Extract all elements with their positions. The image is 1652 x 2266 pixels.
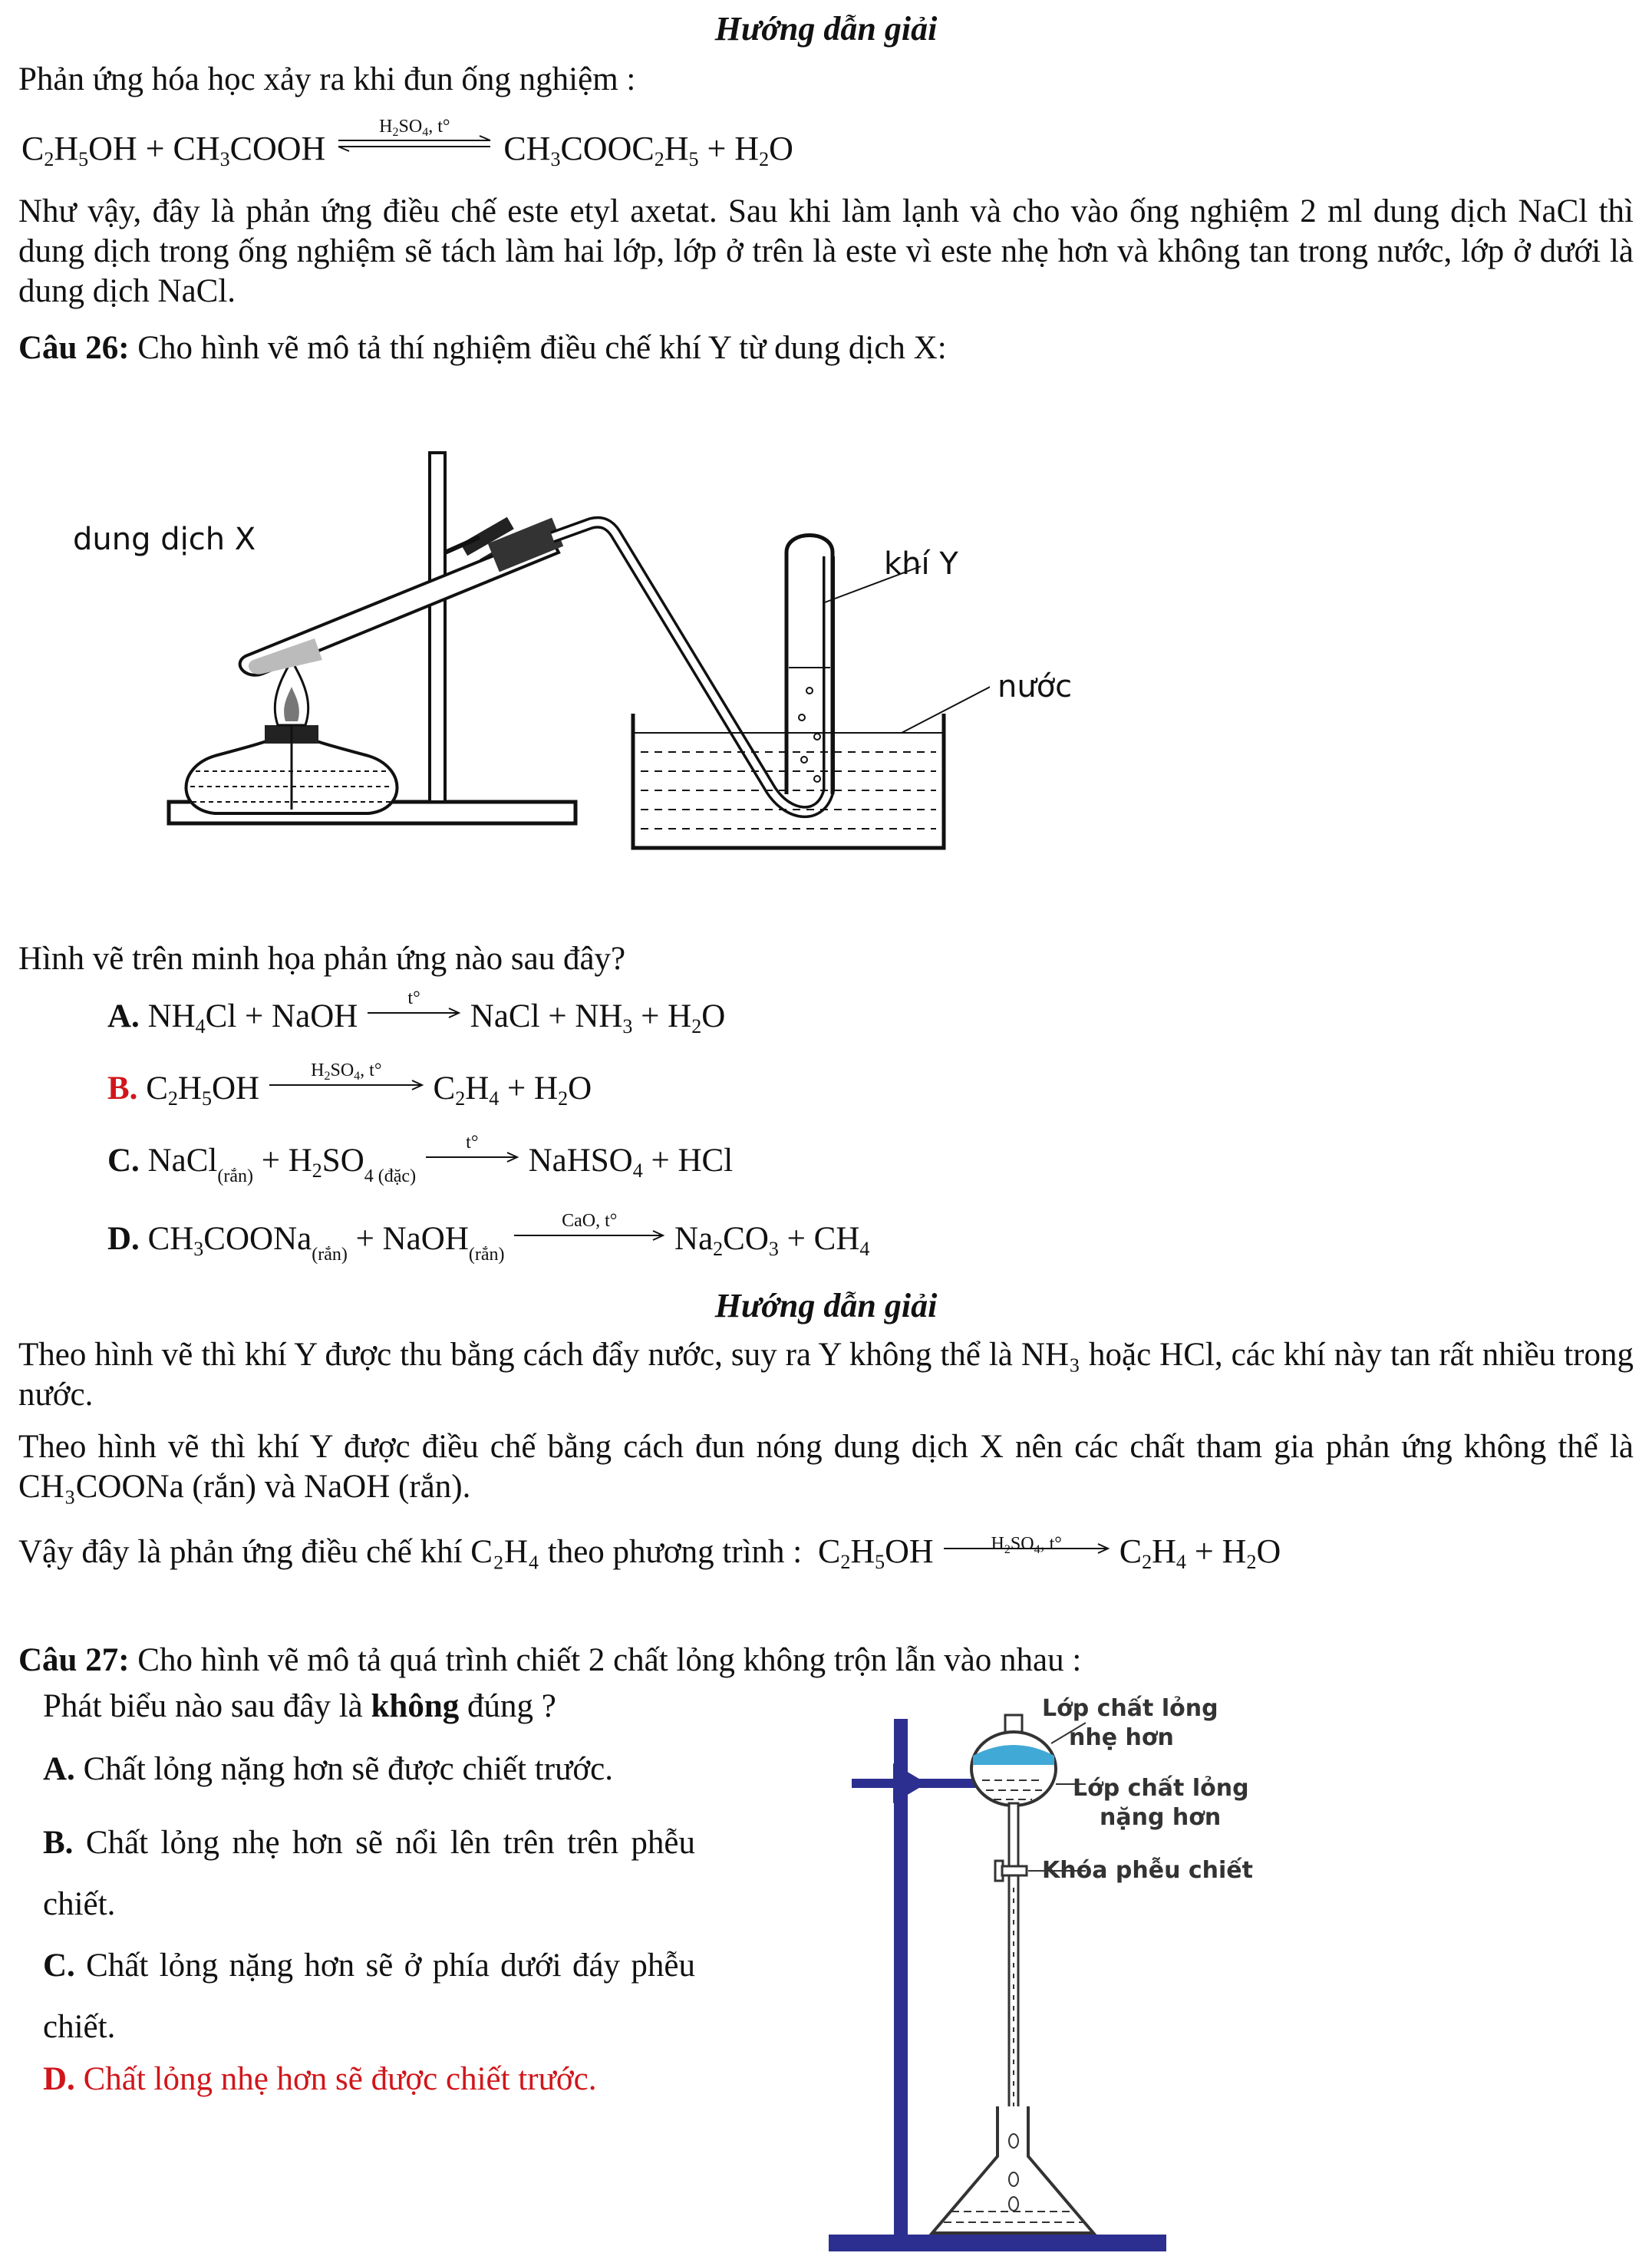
q26-solution-3: Vậy đây là phản ứng điều chế khí C₂H₄ theo phương trình : $C_2H_5OH$ $H_2SO_4$, t° $C_2H_4 + H_2O$ xyxy=(18,1532,1281,1573)
solution-heading-2: Hướng dẫn giải xyxy=(714,1287,938,1324)
q27-option-d[interactable]: D. Chất lỏng nhẹ hơn sẽ được chiết trước. xyxy=(43,2061,597,2097)
q26-text: Cho hình vẽ mô tả thí nghiệm điều chế khí Y từ dung dịch X: xyxy=(129,330,947,366)
q26-label: Câu 26: xyxy=(18,330,130,366)
separatory-funnel xyxy=(971,1715,1056,2164)
label-stopcock: Khóa phễu chiết xyxy=(1042,1857,1253,1884)
q26-option-b[interactable]: B. $C_2H_5OH$ $H_2SO_4$, t° $C_2H_4 + H_2O$ xyxy=(107,1060,592,1110)
q26-prompt: Hình vẽ trên minh họa phản ứng nào sau đây? xyxy=(18,941,626,977)
spirit-lamp xyxy=(186,660,397,813)
q27-option-a[interactable]: A. Chất lỏng nặng hơn sẽ được chiết trước. xyxy=(43,1751,613,1787)
label-water: nước xyxy=(997,669,1073,704)
test-tube xyxy=(240,518,564,675)
q26-solution-1: Theo hình vẽ thì khí Y được thu bằng cách đẩy nước, suy ra Y không thể là NH₃ hoặc HCl, các khí này tan rất nhiều trong nước. xyxy=(18,1337,1634,1413)
q27-prompt: Phát biểu nào sau đây là không đúng ? xyxy=(43,1688,556,1724)
q26-title xyxy=(18,328,947,368)
q27-option-b[interactable]: B. Chất lỏng nhẹ hơn sẽ nổi lên trên trên phễu chiết. xyxy=(43,1825,695,1922)
gas-generation-apparatus xyxy=(61,430,990,859)
label-heavy-layer: Lớp chất lỏng nặng hơn xyxy=(1073,1775,1249,1831)
label-solution-x: dung dịch X xyxy=(73,522,256,557)
intro-text: Phản ứng hóa học xảy ra khi đun ống nghiệm : xyxy=(18,61,636,97)
q27-label: Câu 27: xyxy=(18,1642,130,1678)
q26-solution-2: Theo hình vẽ thì khí Y được điều chế bằng cách đun nóng dung dịch X nên các chất tham gia phản ứng không thể là CH₃COONa (rắn) và NaOH (rắn). xyxy=(18,1429,1634,1505)
separatory-funnel-figure xyxy=(798,1688,1335,2256)
label-light-layer: Lớp chất lỏng nhẹ hơn xyxy=(1042,1695,1218,1751)
q26-option-d[interactable]: D. $CH_3COONa_{(rắn)}$ + NaOH$_{(rắn)}$ CaO, t° $Na_2CO_3 + CH_4$ xyxy=(107,1211,870,1265)
q26-option-a[interactable]: A. $NH_4Cl$ + NaOH t° NaCl + $NH_3 + H_2O$ xyxy=(107,988,726,1037)
label-gas-y: khí Y xyxy=(884,546,958,582)
stand-base xyxy=(829,2235,1166,2251)
q26-option-c[interactable]: C. NaCl$_{(rắn)}$ + $H_2SO_{4 (đặc)}$ t° NaHSO$_4$ + HCl xyxy=(107,1133,734,1186)
solution-heading-1: Hướng dẫn giải xyxy=(714,10,938,48)
explanation-paragraph: Như vậy, đây là phản ứng điều chế este etyl axetat. Sau khi làm lạnh và cho vào ống nghiệm 2 ml dung dịch NaCl thì dung dịch trong ống nghiệm sẽ tách làm hai lớp, lớp ở trên là este vì este nhẹ hơn và không tan trong nước, lớp ở dưới là dung dịch NaCl. xyxy=(18,193,1634,309)
esterification-equation: $C_2H_5OH$ + $CH_3COOH$ $H_2SO_4$, t° $CH_3COOC_2H_5 + H_2O$ xyxy=(21,117,793,170)
ethylene-equation: $C_2H_5OH$ $H_2SO_4$, t° $C_2H_4 + H_2O$ xyxy=(818,1532,1281,1573)
stand-rod xyxy=(430,453,445,802)
q27-text: Cho hình vẽ mô tả quá trình chiết 2 chất lỏng không trộn lẫn vào nhau : xyxy=(129,1642,1082,1678)
q27-title xyxy=(18,1641,1081,1681)
q27-option-c[interactable]: C. Chất lỏng nặng hơn sẽ ở phía dưới đáy phễu chiết. xyxy=(43,1948,695,2045)
erlenmeyer-flask xyxy=(932,2106,1093,2233)
